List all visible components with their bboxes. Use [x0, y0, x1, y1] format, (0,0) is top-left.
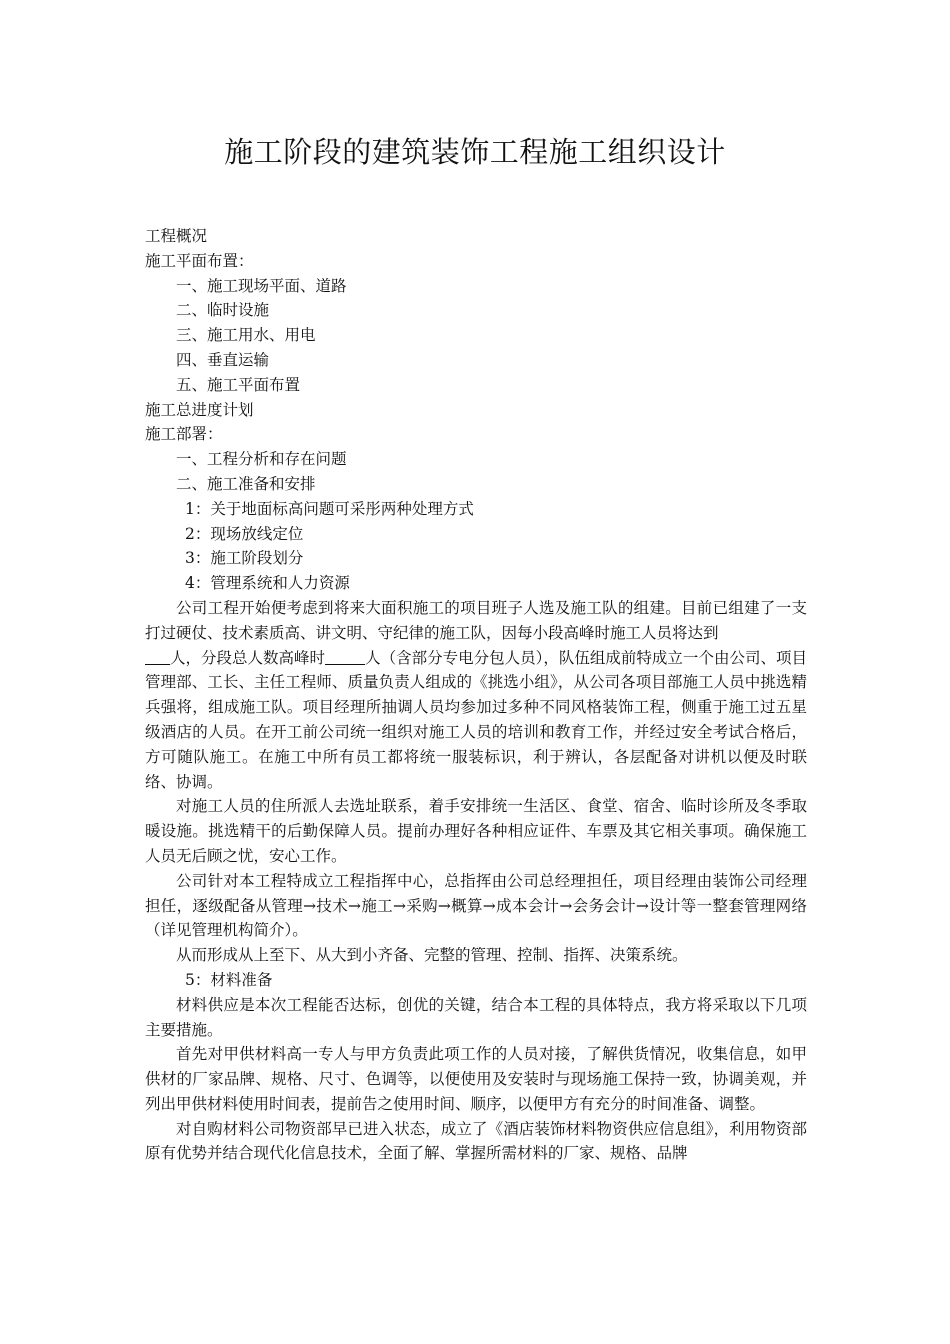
deploy-item: 二、施工准备和安排: [176, 474, 316, 493]
sub-item: 1：关于地面标高问题可采彤两种处理方式: [185, 499, 474, 518]
paragraph-text: 人，分段总人数高峰时: [170, 648, 326, 667]
fill-blank: [145, 646, 170, 665]
sub-item: 2：现场放线定位: [185, 524, 304, 543]
section-deploy-heading: 施工部署：: [145, 425, 223, 444]
paragraph: 公司针对本工程特成立工程指挥中心，总指挥由公司总经理担任，项目经理由装饰公司经理担任，逐级配备从管理→技术→施工→采购→概算→成本会计→会务会计→设计等一整套管理网络（详见管理机构简介）。: [145, 871, 807, 940]
section-layout-heading: 施工平面布置：: [145, 251, 254, 270]
paragraph-text: 人（含部分专电分包人员），队伍组成前特成立一个由公司、项目管理部、工长、主任工程师、质量负责人组成的《挑选小组》，从公司各项目部施工人员中挑选精兵强将，组成施工队。项目经理所抽调人员均参加过多种不同风格装饰工程，侧重于施工过五星级酒店的人员。在开工前公司统一组织对施工人员的培训和教育工作，并经过安全考试合格后，方可随队施工。在施工中所有员工都将统一服装标识，利于辨认，各层配备对讲机以便及时联络、协调。: [145, 648, 807, 791]
layout-item: 四、垂直运输: [176, 350, 270, 369]
layout-item: 一、施工现场平面、道路: [176, 276, 347, 295]
sub-item: 4：管理系统和人力资源: [185, 574, 350, 593]
section-schedule: 施工总进度计划: [145, 400, 254, 419]
paragraph: [145, 646, 807, 795]
layout-item: 五、施工平面布置: [176, 375, 301, 394]
section-overview: 工程概况: [145, 227, 208, 245]
fill-blank: [325, 646, 365, 665]
layout-item: 二、临时设施: [176, 301, 270, 320]
document-body: [145, 224, 807, 1166]
sub-item: 3：施工阶段划分: [185, 549, 304, 568]
paragraph: 首先对甲供材料高一专人与甲方负责此项工作的人员对接，了解供货情况，收集信息，如甲供材的厂家品牌、规格、尺寸、色调等，以便使用及安装时与现场施工保持一致，协调美观，并列出甲供材料使用时间表，提前告之使用时间、顺序，以便甲方有充分的时间准备、调整。: [145, 1045, 807, 1113]
layout-item: 三、施工用水、用电: [176, 326, 316, 345]
paragraph: 对施工人员的住所派人去选址联系，着手安排统一生活区、食堂、宿舍、临时诊所及冬季取暖设施。挑选精干的后勤保障人员。提前办理好各种相应证件、车票及其它相关事项。确保施工人员无后顾之忧，安心工作。: [145, 797, 807, 865]
deploy-item: 一、工程分析和存在问题: [176, 450, 347, 469]
paragraph: 材料供应是本次工程能否达标，创优的关键，结合本工程的具体特点，我方将采取以下几项主要措施。: [145, 995, 807, 1039]
sub-item: 5：材料准备: [185, 970, 273, 989]
document-title: 施工阶段的建筑装饰工程施工组织设计: [224, 135, 726, 169]
paragraph: 公司工程开始便考虑到将来大面积施工的项目班子人选及施工队的组建。目前已组建了一支打过硬仗、技术素质高、讲文明、守纪律的施工队，因每小段高峰时施工人员将达到: [145, 598, 807, 642]
paragraph: 从而形成从上至下、从大到小齐备、完整的管理、控制、指挥、决策系统。: [176, 946, 688, 965]
paragraph: 对自购材料公司物资部早已进入状态，成立了《酒店装饰材料物资供应信息组》，利用物资部原有优势并结合现代化信息技术，全面了解、掌握所需材料的厂家、规格、品牌: [145, 1119, 807, 1163]
